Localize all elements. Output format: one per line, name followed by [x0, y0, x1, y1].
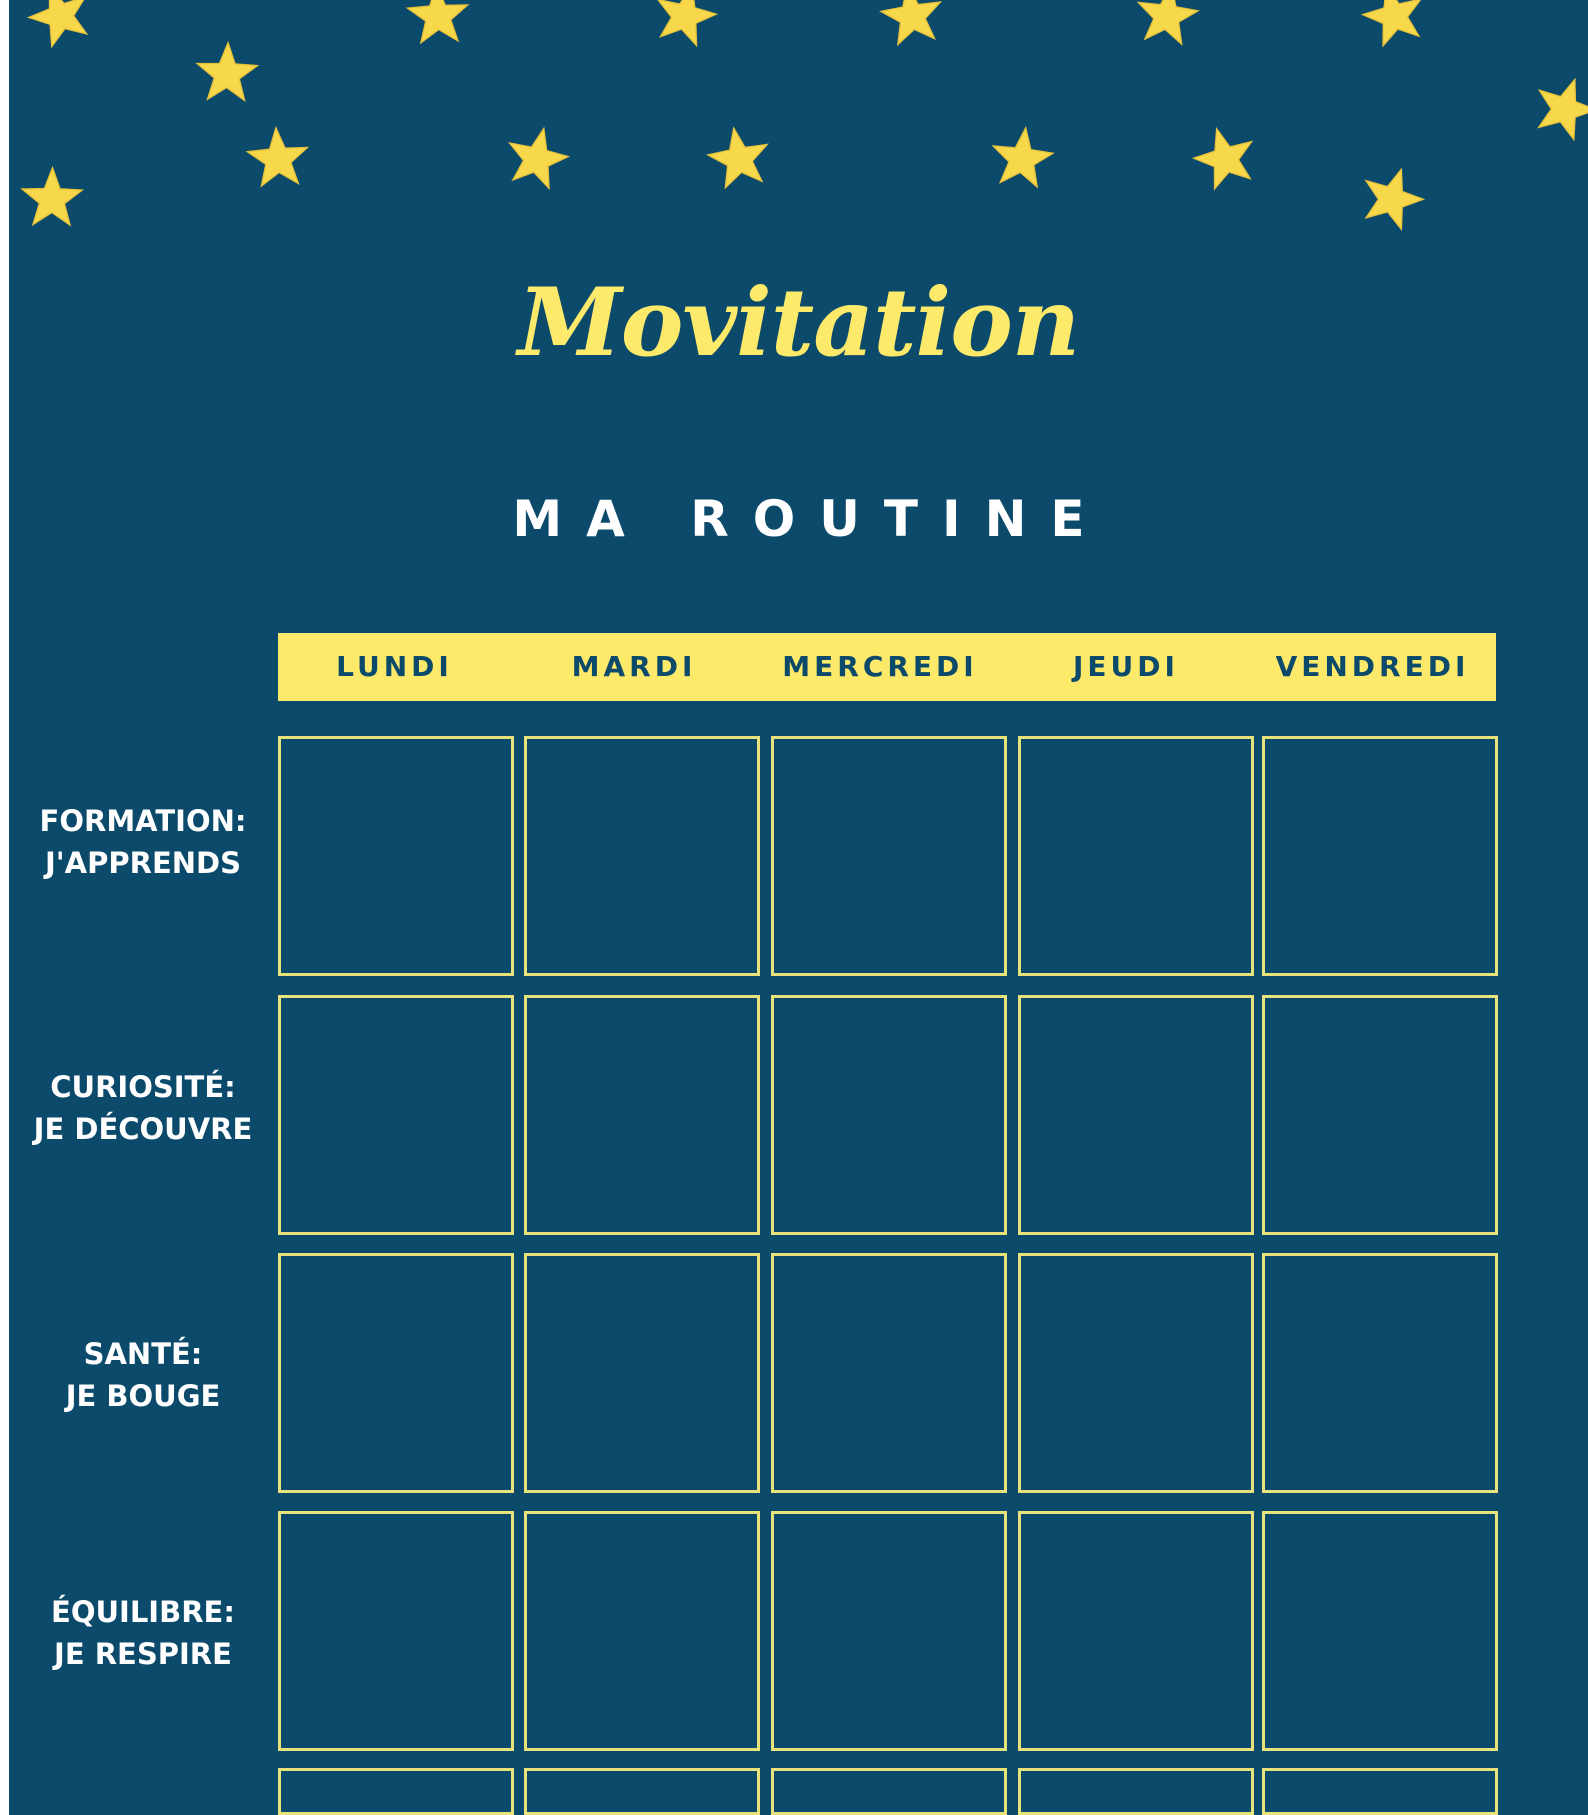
routine-cell[interactable]	[771, 736, 1007, 976]
routine-cell[interactable]	[278, 995, 514, 1235]
star-icon	[403, 0, 472, 50]
routine-cell[interactable]	[278, 736, 514, 976]
row-label-line2: JE DÉCOUVRE	[33, 1112, 253, 1146]
star-icon	[243, 123, 313, 193]
routine-cell[interactable]	[1018, 1253, 1254, 1493]
star-icon	[645, 0, 725, 55]
routine-cell[interactable]	[1262, 1768, 1498, 1815]
row-label-line1: ÉQUILIBRE:	[51, 1595, 235, 1629]
star-icon	[18, 0, 103, 57]
row-label-line2: JE RESPIRE	[54, 1637, 232, 1671]
routine-cell[interactable]	[524, 1511, 760, 1751]
star-icon	[874, 0, 950, 53]
row-label-line2: JE BOUGE	[65, 1379, 221, 1413]
routine-cell[interactable]	[771, 1511, 1007, 1751]
routine-cell[interactable]	[278, 1768, 514, 1815]
routine-cell[interactable]	[1262, 736, 1498, 976]
row-label-sante	[9, 1333, 277, 1417]
page	[9, 0, 1588, 1815]
day-header-vendredi: VENDREDI	[1275, 650, 1470, 683]
row-label-curiosite	[9, 1066, 277, 1150]
day-header-mercredi: MERCREDI	[782, 650, 978, 683]
day-header-lundi: LUNDI	[336, 650, 453, 683]
star-icon	[18, 164, 85, 231]
row-label-line1: SANTÉ:	[83, 1337, 203, 1371]
routine-cell[interactable]	[524, 995, 760, 1235]
day-header-jeudi: JEUDI	[1073, 650, 1179, 683]
routine-cell[interactable]	[1262, 995, 1498, 1235]
days-header-bar	[278, 633, 1496, 701]
routine-cell[interactable]	[278, 1511, 514, 1751]
routine-cell[interactable]	[1018, 1511, 1254, 1751]
page-subtitle: MA ROUTINE	[512, 490, 1109, 548]
star-icon	[193, 39, 261, 107]
star-icon	[1523, 66, 1588, 150]
routine-cell[interactable]	[1018, 995, 1254, 1235]
routine-cell[interactable]	[771, 995, 1007, 1235]
routine-cell[interactable]	[1018, 1768, 1254, 1815]
routine-cell[interactable]	[771, 1768, 1007, 1815]
page-title: Movitation	[517, 268, 1080, 378]
star-icon	[1184, 117, 1266, 199]
routine-cell[interactable]	[278, 1253, 514, 1493]
star-icon	[1354, 0, 1435, 55]
routine-cell[interactable]	[524, 1768, 760, 1815]
row-label-equilibre	[9, 1591, 277, 1675]
row-label-line2: J'APPRENDS	[45, 846, 241, 880]
star-icon	[701, 120, 777, 196]
routine-cell[interactable]	[771, 1253, 1007, 1493]
star-icon	[497, 118, 576, 197]
star-icon	[985, 121, 1059, 195]
routine-cell[interactable]	[1262, 1511, 1498, 1751]
row-label-formation	[9, 800, 277, 884]
row-label-line1: FORMATION:	[39, 804, 247, 838]
routine-cell[interactable]	[1018, 736, 1254, 976]
routine-cell[interactable]	[524, 736, 760, 976]
star-icon	[1130, 0, 1205, 52]
row-label-line1: CURIOSITÉ:	[50, 1070, 236, 1104]
routine-cell[interactable]	[524, 1253, 760, 1493]
routine-cell[interactable]	[1262, 1253, 1498, 1493]
star-icon	[1350, 156, 1433, 239]
day-header-mardi: MARDI	[571, 650, 697, 683]
